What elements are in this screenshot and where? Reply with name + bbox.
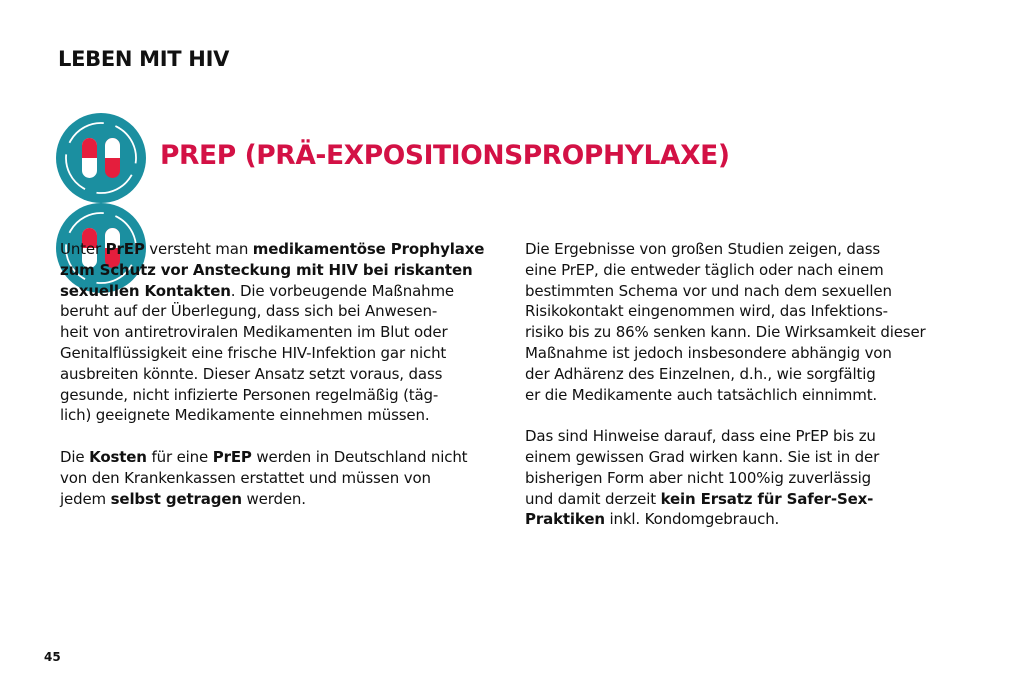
text-line: beruht auf der Überlegung, dass sich bei Anwesen- [60, 302, 438, 321]
text-line: jedem selbst getragen werden. [60, 489, 306, 508]
text-line: sexuellen Kontakten. Die vorbeugende Maßnahme [60, 281, 455, 300]
text-line: Genitalflüssigkeit eine frische HIV-Infektion gar nicht [60, 343, 447, 362]
page-number: 45 [44, 650, 61, 664]
text-line: zum Schutz vor Ansteckung mit HIV bei riskanten [60, 260, 473, 279]
text-line: Praktiken inkl. Kondomgebrauch. [525, 510, 780, 529]
text-line: Die Kosten für eine PrEP werden in Deutschland nicht [60, 447, 468, 466]
text-line: von den Krankenkassen erstattet und müssen von [60, 468, 431, 487]
text-line: er die Medikamente auch tatsächlich einnimmt. [525, 385, 878, 404]
text-line: lich) geeignete Medikamente einnehmen müssen. [60, 406, 430, 425]
text-line: und damit derzeit kein Ersatz für Safer-Sex- [525, 489, 874, 508]
text-line: gesunde, nicht infizierte Personen regelmäßig (täg- [60, 385, 439, 404]
text-line: der Adhärenz des Einzelnen, d.h., wie sorgfältig [525, 364, 876, 383]
text-line: heit von antiretroviralen Medikamenten im Blut oder [60, 323, 448, 342]
text-line: einem gewissen Grad wirken kann. Sie ist in der [525, 447, 880, 466]
text-line: Das sind Hinweise darauf, dass eine PrEP bis zu [525, 427, 876, 446]
paragraph-gap [60, 426, 500, 447]
pills-icon [55, 112, 147, 204]
text-line: Unter PrEP versteht man medikamentöse Prophylaxe [60, 240, 485, 258]
page-title: PREP (PRÄ-EXPOSITIONSPROPHYLAXE) [160, 140, 730, 171]
text-line: Risikokontakt eingenommen wird, das Infektions- [525, 302, 888, 321]
text-line: risiko bis zu 86% senken kann. Die Wirksamkeit dieser [525, 323, 926, 342]
text-line: Die Ergebnisse von großen Studien zeigen, dass [525, 240, 881, 258]
text-line: eine PrEP, die entweder täglich oder nach einem [525, 260, 884, 279]
right-column [525, 239, 965, 530]
text-line: bisherigen Form aber nicht 100%ig zuverlässig [525, 468, 872, 487]
text-line: Maßnahme ist jedoch insbesondere abhängig von [525, 343, 892, 362]
text-line: ausbreiten könnte. Dieser Ansatz setzt voraus, dass [60, 364, 443, 383]
left-column [60, 239, 500, 509]
paragraph-gap [525, 405, 965, 426]
section-label: LEBEN MIT HIV [58, 47, 230, 71]
text-line: bestimmten Schema vor und nach dem sexuellen [525, 281, 892, 300]
